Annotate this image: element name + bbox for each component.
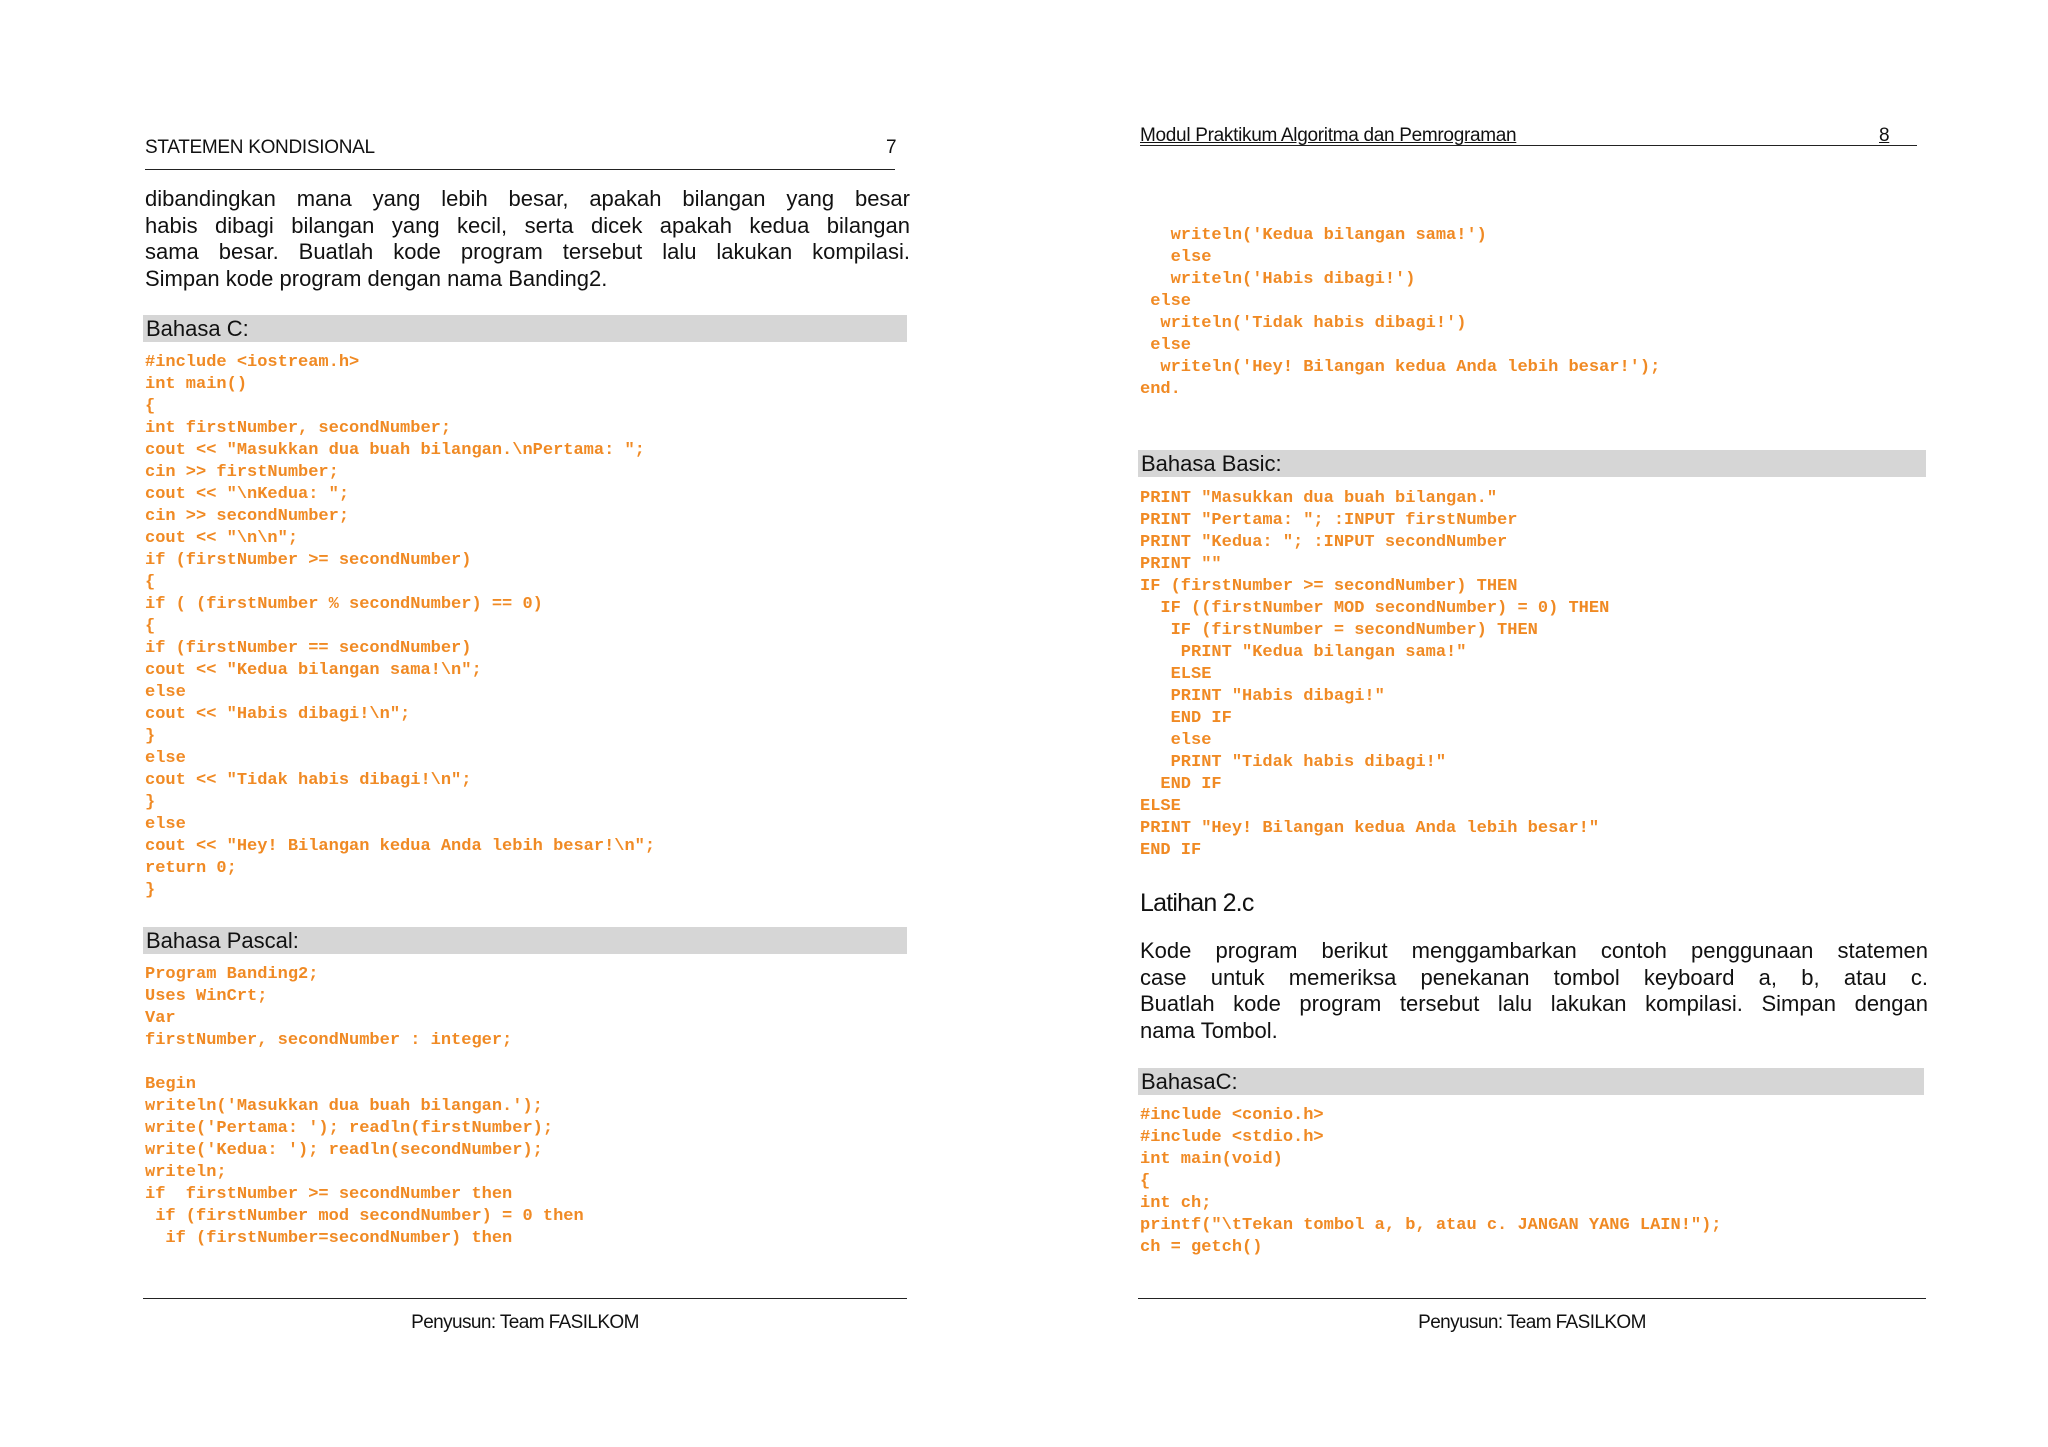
code-line: else (145, 815, 186, 834)
code-line: firstNumber, secondNumber : integer; (145, 1031, 513, 1050)
code-line: IF (firstNumber = secondNumber) THEN (1140, 621, 1538, 640)
code-line: int firstNumber, secondNumber; (145, 419, 452, 438)
code-line: write('Kedua: '); readln(secondNumber); (145, 1141, 543, 1160)
code-line: writeln; (145, 1163, 227, 1182)
code-line: } (145, 793, 156, 812)
code-line: writeln('Hey! Bilangan kedua Anda lebih besar!'); (1140, 358, 1661, 377)
exercise-line: nama Tombol. (1140, 1017, 1278, 1043)
code-line: cout << "Habis dibagi!\n"; (145, 705, 411, 724)
code-line: if ( (firstNumber % secondNumber) == 0) (145, 595, 543, 614)
code-line (145, 1052, 584, 1074)
code-line: ELSE (1140, 797, 1181, 816)
section-heading-pascal: Bahasa Pascal: (143, 927, 907, 954)
intro-paragraph (145, 186, 910, 292)
code-line: PRINT "Tidak habis dibagi!" (1140, 753, 1447, 772)
code-line: PRINT "Kedua: "; :INPUT secondNumber (1140, 533, 1508, 552)
code-line: return 0; (145, 859, 237, 878)
code-line: #include <iostream.h> (145, 353, 360, 372)
footer-author: Penyusun: Team FASILKOM (411, 1312, 639, 1333)
code-line: else (1140, 248, 1212, 267)
code-line: writeln('Habis dibagi!') (1140, 270, 1416, 289)
code-block-basic (1140, 488, 1609, 862)
running-header-title: STATEMEN KONDISIONAL (145, 137, 375, 158)
code-line: cin >> secondNumber; (145, 507, 350, 526)
section-heading-basic: Bahasa Basic: (1138, 450, 1926, 477)
running-header-title: Modul Praktikum Algoritma dan Pemrograman (1140, 125, 1517, 146)
footer-rule (143, 1298, 907, 1299)
code-line: if (firstNumber == secondNumber) (145, 639, 472, 658)
exercise-line: Kode program berikut menggambarkan contoh penggunaan statemen (1140, 938, 1928, 963)
right-page (1024, 0, 2048, 1447)
code-line: END IF (1140, 775, 1222, 794)
code-line: PRINT "Hey! Bilangan kedua Anda lebih besar!" (1140, 819, 1600, 838)
section-heading-c: Bahasa C: (143, 315, 907, 342)
code-line: #include <conio.h> (1140, 1106, 1324, 1125)
code-line: writeln('Kedua bilangan sama!') (1140, 226, 1487, 245)
code-line: else (145, 683, 186, 702)
code-line: else (1140, 292, 1192, 311)
code-line: if (firstNumber=secondNumber) then (145, 1229, 513, 1248)
intro-line: habis dibagi bilangan yang kecil, serta dicek apakah kedua bilangan (145, 212, 910, 238)
code-line: { (145, 397, 156, 416)
code-line: IF ((firstNumber MOD secondNumber) = 0) THEN (1140, 599, 1610, 618)
code-line: } (145, 727, 156, 746)
code-line: if firstNumber >= secondNumber then (145, 1185, 513, 1204)
code-line: int main(void) (1140, 1150, 1283, 1169)
intro-line: sama besar. Buatlah kode program tersebut lalu lakukan kompilasi. (145, 239, 910, 264)
code-line: ELSE (1140, 665, 1212, 684)
code-line: Begin (145, 1075, 197, 1094)
section-heading-c2: BahasaC: (1138, 1068, 1924, 1095)
page-number: 8 (1879, 125, 1890, 146)
footer-author: Penyusun: Team FASILKOM (1418, 1312, 1646, 1333)
code-line: cout << "\n\n"; (145, 529, 299, 548)
code-line: cin >> firstNumber; (145, 463, 339, 482)
code-line: PRINT "Pertama: "; :INPUT firstNumber (1140, 511, 1518, 530)
exercise-heading: Latihan 2.c (1140, 889, 1254, 917)
code-line: else (145, 749, 186, 768)
code-line: if (firstNumber >= secondNumber) (145, 551, 472, 570)
code-line: END IF (1140, 841, 1202, 860)
code-line: ch = getch() (1140, 1238, 1263, 1257)
code-block-c (145, 352, 655, 902)
code-line: { (145, 573, 156, 592)
intro-line: Simpan kode program dengan nama Banding2. (145, 265, 608, 291)
page-number: 7 (886, 137, 897, 158)
code-line: PRINT "Masukkan dua buah bilangan." (1140, 489, 1498, 508)
intro-line: dibandingkan mana yang lebih besar, apakah bilangan yang besar (145, 186, 910, 211)
code-line: writeln('Tidak habis dibagi!') (1140, 314, 1467, 333)
code-line: cout << "Tidak habis dibagi!\n"; (145, 771, 472, 790)
code-block-pascal-continued (1140, 225, 1660, 401)
footer-rule (1138, 1298, 1926, 1299)
code-line: if (firstNumber mod secondNumber) = 0 then (145, 1207, 584, 1226)
code-line: printf("\tTekan tombol a, b, atau c. JANGAN YANG LAIN!"); (1140, 1216, 1722, 1235)
code-block-pascal (145, 964, 584, 1250)
code-line: cout << "Hey! Bilangan kedua Anda lebih besar!\n"; (145, 837, 656, 856)
code-line: int main() (145, 375, 248, 394)
code-line: else (1140, 336, 1192, 355)
code-line: PRINT "Kedua bilangan sama!" (1140, 643, 1467, 662)
code-line: writeln('Masukkan dua buah bilangan.'); (145, 1097, 543, 1116)
exercise-line: Buatlah kode program tersebut lalu lakukan kompilasi. Simpan dengan (1140, 991, 1928, 1016)
code-line: PRINT "Habis dibagi!" (1140, 687, 1385, 706)
code-line: { (1140, 1172, 1151, 1191)
code-block-c2 (1140, 1105, 1722, 1259)
code-line: Uses WinCrt; (145, 987, 268, 1006)
code-line: cout << "\nKedua: "; (145, 485, 350, 504)
code-line: end. (1140, 380, 1181, 399)
code-line: Program Banding2; (145, 965, 319, 984)
code-line: { (145, 617, 156, 636)
header-rule (1140, 145, 1917, 146)
code-line: #include <stdio.h> (1140, 1128, 1324, 1147)
code-line: write('Pertama: '); readln(firstNumber); (145, 1119, 554, 1138)
code-line: } (145, 881, 156, 900)
exercise-line: case untuk memeriksa penekanan tombol keyboard a, b, atau c. (1140, 964, 1928, 990)
code-line: else (1140, 731, 1212, 750)
exercise-paragraph (1140, 938, 1928, 1044)
code-line: int ch; (1140, 1194, 1212, 1213)
code-line: END IF (1140, 709, 1232, 728)
code-line: cout << "Kedua bilangan sama!\n"; (145, 661, 482, 680)
header-rule (145, 169, 895, 170)
code-line: IF (firstNumber >= secondNumber) THEN (1140, 577, 1518, 596)
code-line: Var (145, 1009, 176, 1028)
code-line: cout << "Masukkan dua buah bilangan.\nPertama: "; (145, 441, 645, 460)
code-line: PRINT "" (1140, 555, 1222, 574)
